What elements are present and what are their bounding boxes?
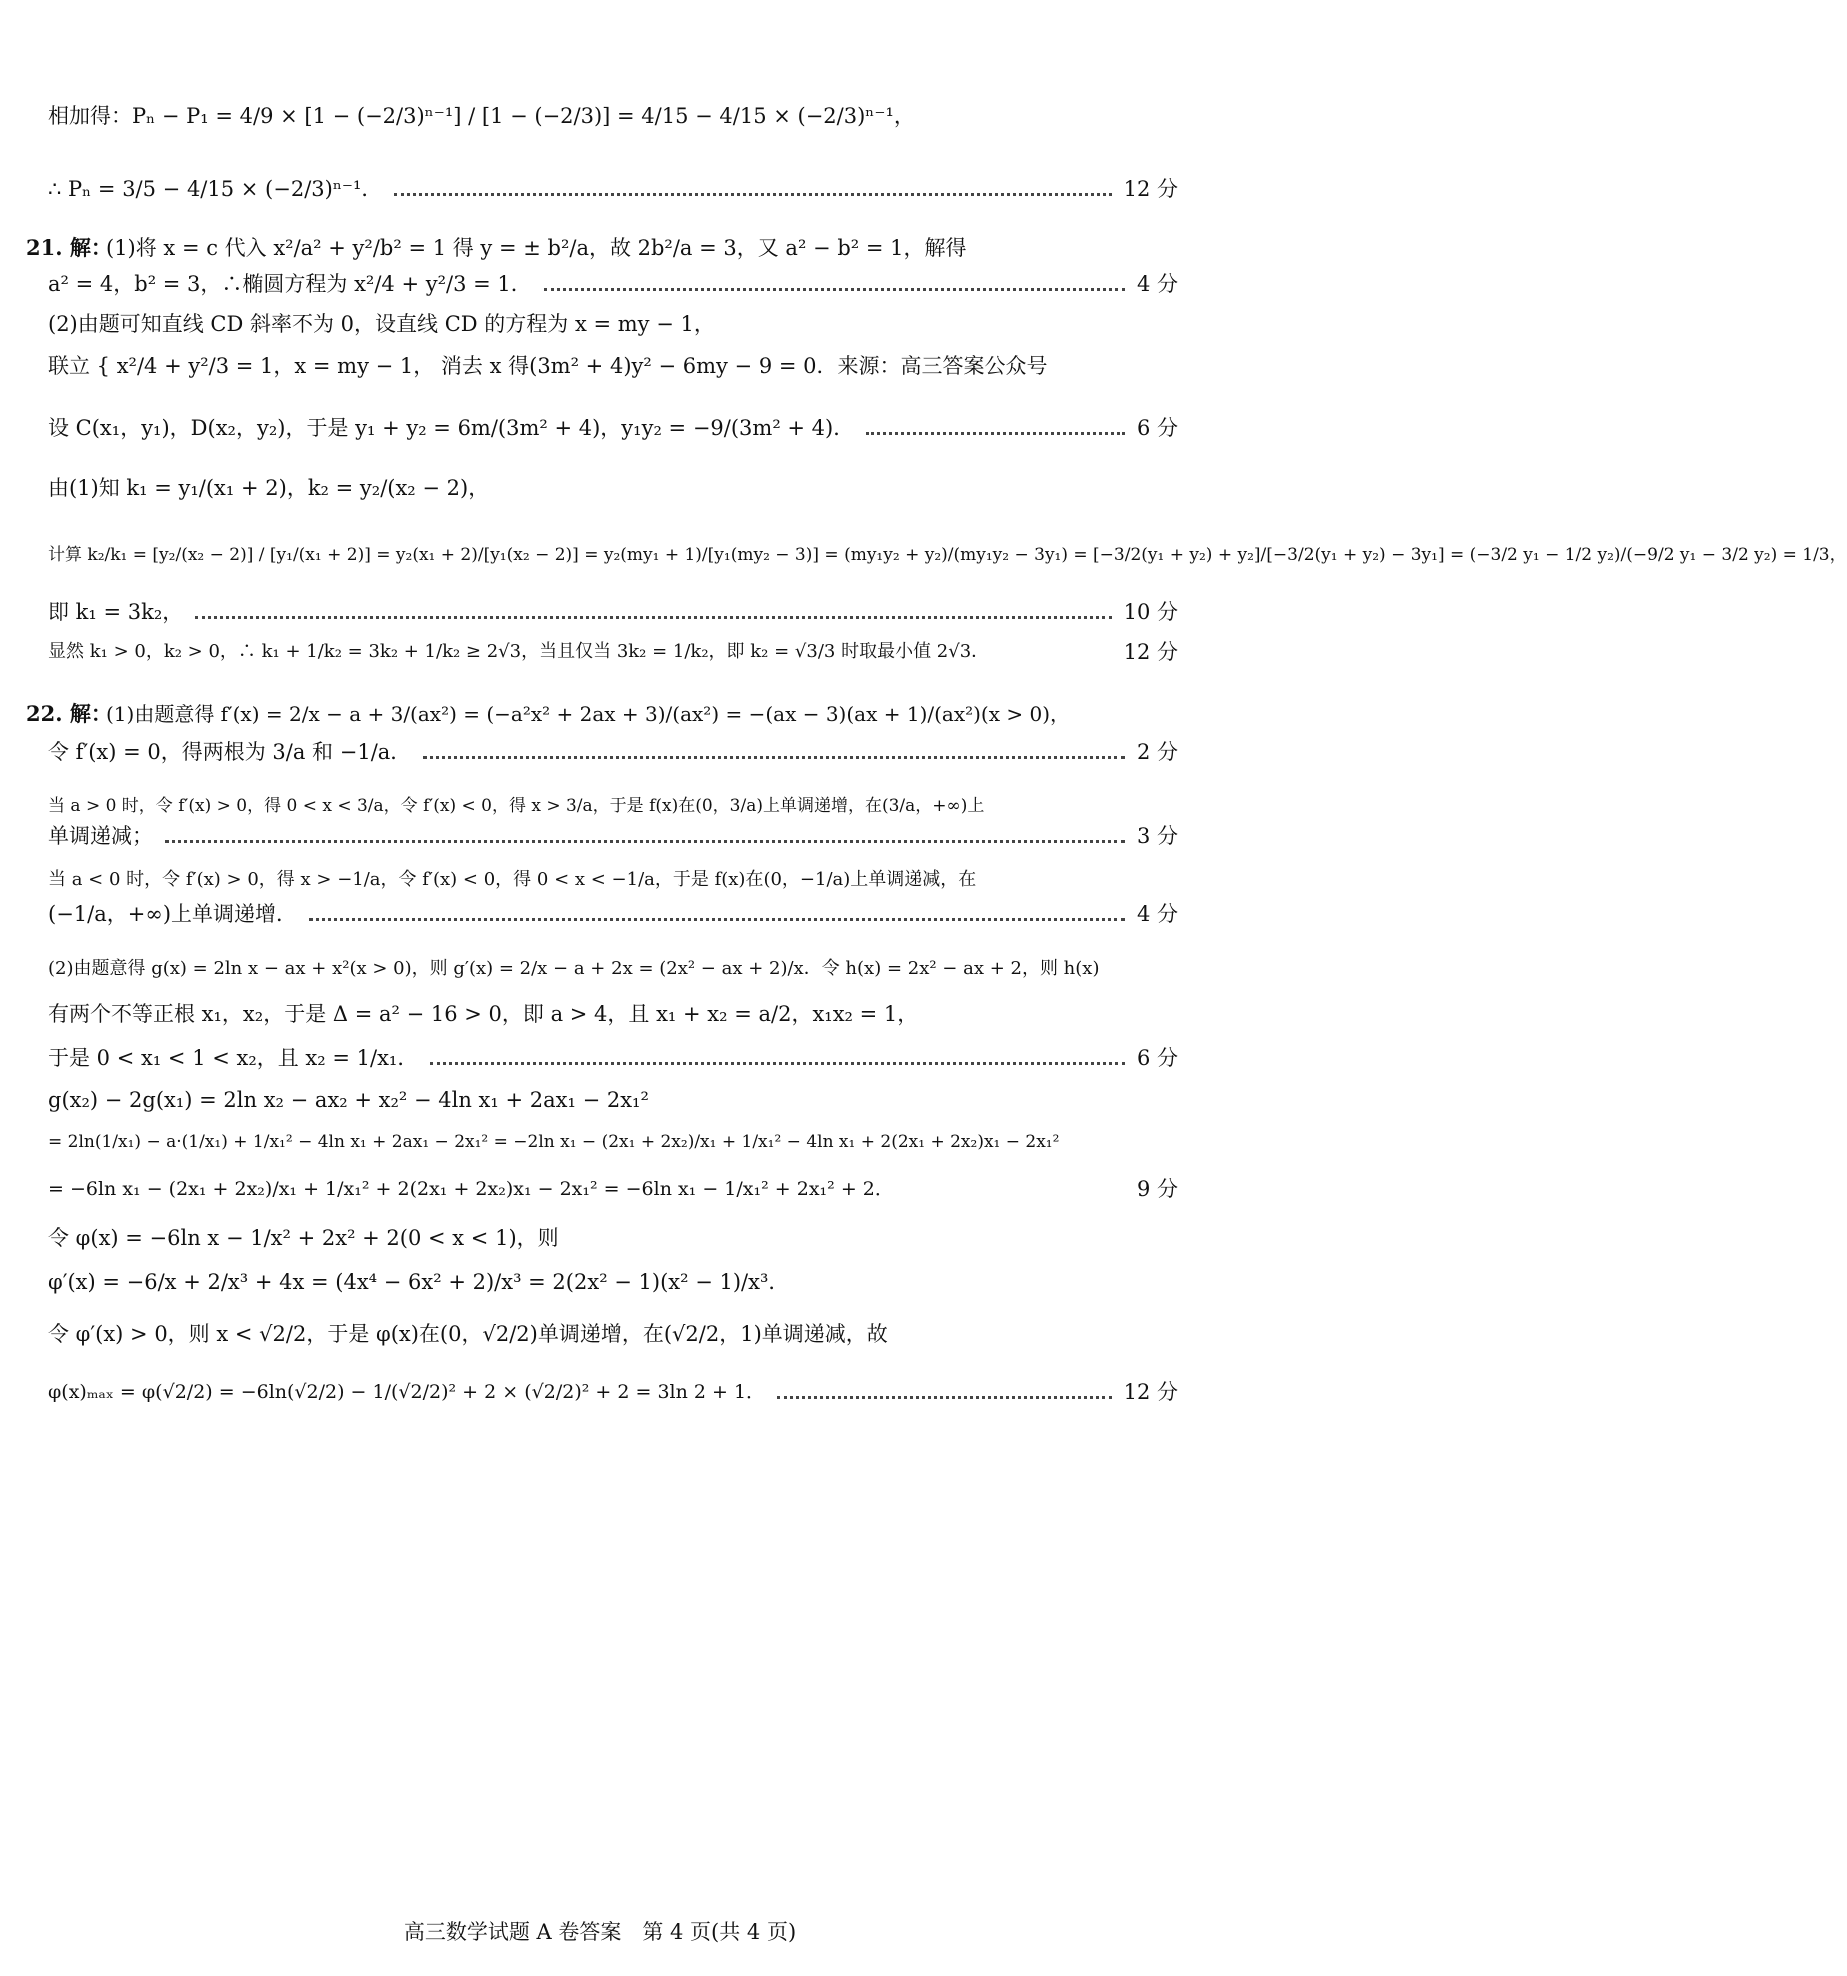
score-label: 10 分 bbox=[1116, 598, 1178, 626]
dot-leader bbox=[165, 840, 1125, 843]
text-line: 单调递减； bbox=[48, 822, 161, 850]
scored-line bbox=[48, 822, 1178, 852]
score-label: 12 分 bbox=[1116, 638, 1178, 666]
dot-leader bbox=[866, 432, 1125, 435]
text-line: = 2ln(1/x₁) − a·(1/x₁) + 1/x₁² − 4ln x₁ + 2ax₁ − 2x₁² = −2ln x₁ − (2x₁ + 2x₂)/x₁ + 1/x₁² − 4ln x₁ + 2(2x₁ + 2x₂)x₁ − 2x₁² bbox=[48, 1132, 1060, 1152]
scored-line bbox=[48, 738, 1178, 768]
text-line: 于是 0 < x₁ < 1 < x₂，且 x₂ = 1/x₁． bbox=[48, 1044, 426, 1072]
text-line: (2)由题意得 g(x) = 2ln x − ax + x²(x > 0)，则 g′(x) = 2/x − a + 2x = (2x² − ax + 2)/x．令 h(x) = 2x² − ax + 2，则 h(x) bbox=[48, 958, 1100, 979]
text-line: 令 f′(x) = 0，得两根为 3/a 和 −1/a． bbox=[48, 738, 419, 766]
text-line: 当 a < 0 时，令 f′(x) > 0，得 x > −1/a，令 f′(x) < 0，得 0 < x < −1/a，于是 f(x)在(0，−1/a)上单调递减，在 bbox=[48, 869, 977, 890]
dot-leader bbox=[394, 193, 1111, 196]
text-line: 相加得：Pₙ − P₁ = 4/9 × [1 − (−2/3)ⁿ⁻¹] / [1 − (−2/3)] = 4/15 − 4/15 × (−2/3)ⁿ⁻¹， bbox=[48, 104, 915, 128]
text-line: 当 a > 0 时，令 f′(x) > 0，得 0 < x < 3/a，令 f′(x) < 0，得 x > 3/a，于是 f(x)在(0，3/a)上单调递增，在(3/a，+∞)上 bbox=[48, 796, 985, 816]
text-line: 设 C(x₁，y₁)，D(x₂，y₂)，于是 y₁ + y₂ = 6m/(3m² + 4)，y₁y₂ = −9/(3m² + 4)． bbox=[48, 414, 862, 442]
scored-line bbox=[48, 270, 1178, 300]
text-line: a² = 4，b² = 3，∴椭圆方程为 x²/4 + y²/3 = 1． bbox=[48, 270, 540, 298]
scored-line bbox=[48, 175, 1178, 205]
text-line: g(x₂) − 2g(x₁) = 2ln x₂ − ax₂ + x₂² − 4ln x₁ + 2ax₁ − 2x₁² bbox=[48, 1088, 649, 1112]
scored-line bbox=[48, 598, 1178, 628]
scored-line bbox=[48, 900, 1178, 930]
dot-leader bbox=[423, 756, 1125, 759]
score-label: 4 分 bbox=[1129, 270, 1178, 298]
score-label: 2 分 bbox=[1129, 738, 1178, 766]
score-label: 6 分 bbox=[1129, 414, 1178, 442]
scored-line bbox=[48, 638, 1178, 668]
score-label: 12 分 bbox=[1116, 175, 1178, 203]
text-line: 令 φ(x) = −6ln x − 1/x² + 2x² + 2(0 < x < 1)，则 bbox=[48, 1226, 559, 1250]
text-line: (2)由题可知直线 CD 斜率不为 0，设直线 CD 的方程为 x = my − 1， bbox=[48, 312, 715, 336]
text-line: 即 k₁ = 3k₂， bbox=[48, 598, 191, 626]
text-line: 联立 { x²/4 + y²/3 = 1，x = my − 1， 消去 x 得(3m² + 4)y² − 6my − 9 = 0．来源：高三答案公众号 bbox=[48, 354, 1048, 378]
score-label: 6 分 bbox=[1129, 1044, 1178, 1072]
score-label: 9 分 bbox=[1129, 1175, 1178, 1203]
question-number: 21. 解： bbox=[26, 235, 112, 260]
text-line: 由(1)知 k₁ = y₁/(x₁ + 2)，k₂ = y₂/(x₂ − 2)， bbox=[48, 476, 490, 500]
scored-line bbox=[48, 1175, 1178, 1205]
score-label: 3 分 bbox=[1129, 822, 1178, 850]
question-number: 22. 解： bbox=[26, 701, 112, 726]
text-line: φ′(x) = −6/x + 2/x³ + 4x = (4x⁴ − 6x² + 2)/x³ = 2(2x² − 1)(x² − 1)/x³． bbox=[48, 1270, 790, 1294]
text-line: 令 φ′(x) > 0，则 x < √2/2，于是 φ(x)在(0，√2/2)单调递增，在(√2/2，1)单调递减，故 bbox=[48, 1322, 888, 1346]
text-line: (1)由题意得 f′(x) = 2/x − a + 3/(ax²) = (−a²x² + 2ax + 3)/(ax²) = −(ax − 3)(ax + 1)/(ax²)(x > 0)， bbox=[106, 702, 1071, 726]
scored-line bbox=[48, 1378, 1178, 1408]
text-line: (−1/a，+∞)上单调递增． bbox=[48, 900, 305, 928]
text-line: φ(x)ₘₐₓ = φ(√2/2) = −6ln(√2/2) − 1/(√2/2)² + 2 × (√2/2)² + 2 = 3ln 2 + 1． bbox=[48, 1378, 773, 1406]
text-line: ∴ Pₙ = 3/5 − 4/15 × (−2/3)ⁿ⁻¹． bbox=[48, 175, 390, 203]
score-label: 12 分 bbox=[1116, 1378, 1178, 1406]
scored-line bbox=[48, 414, 1178, 444]
scored-line bbox=[48, 1044, 1178, 1074]
text-line: 有两个不等正根 x₁，x₂，于是 Δ = a² − 16 > 0，即 a > 4，且 x₁ + x₂ = a/2，x₁x₂ = 1， bbox=[48, 1002, 919, 1026]
dot-leader bbox=[430, 1062, 1125, 1065]
text-line: (1)将 x = c 代入 x²/a² + y²/b² = 1 得 y = ± b²/a，故 2b²/a = 3，又 a² − b² = 1，解得 bbox=[106, 236, 967, 260]
dot-leader bbox=[544, 288, 1125, 291]
text-line: 计算 k₂/k₁ = [y₂/(x₂ − 2)] / [y₁/(x₁ + 2)] = y₂(x₁ + 2)/[y₁(x₂ − 2)] = y₂(my₁ + 1)/[y₁(my₂ − 3)] = (my₁y₂ + y₂)/(my₁y₂ − 3y₁) = [−3/2(y₁ + y₂) + y₂]/[−3/2(y₁ + y₂) − 3y₁] = (−3/2 y₁ − 1/2 y₂)/(−9/2 y₁ − 3/2 y₂) = 1/3， bbox=[48, 545, 1847, 565]
text-line: 显然 k₁ > 0，k₂ > 0，∴ k₁ + 1/k₂ = 3k₂ + 1/k₂ ≥ 2√3，当且仅当 3k₂ = 1/k₂，即 k₂ = √3/3 时取最小值 2√3． bbox=[48, 638, 997, 666]
text-line: = −6ln x₁ − (2x₁ + 2x₂)/x₁ + 1/x₁² + 2(2x₁ + 2x₂)x₁ − 2x₁² = −6ln x₁ − 1/x₁² + 2x₁² + 2． bbox=[48, 1175, 902, 1203]
dot-leader bbox=[195, 616, 1111, 619]
dot-leader bbox=[777, 1396, 1112, 1399]
dot-leader bbox=[309, 918, 1125, 921]
page-footer: 高三数学试题 A 卷答案 第 4 页(共 4 页) bbox=[403, 1920, 797, 1944]
score-label: 4 分 bbox=[1129, 900, 1178, 928]
